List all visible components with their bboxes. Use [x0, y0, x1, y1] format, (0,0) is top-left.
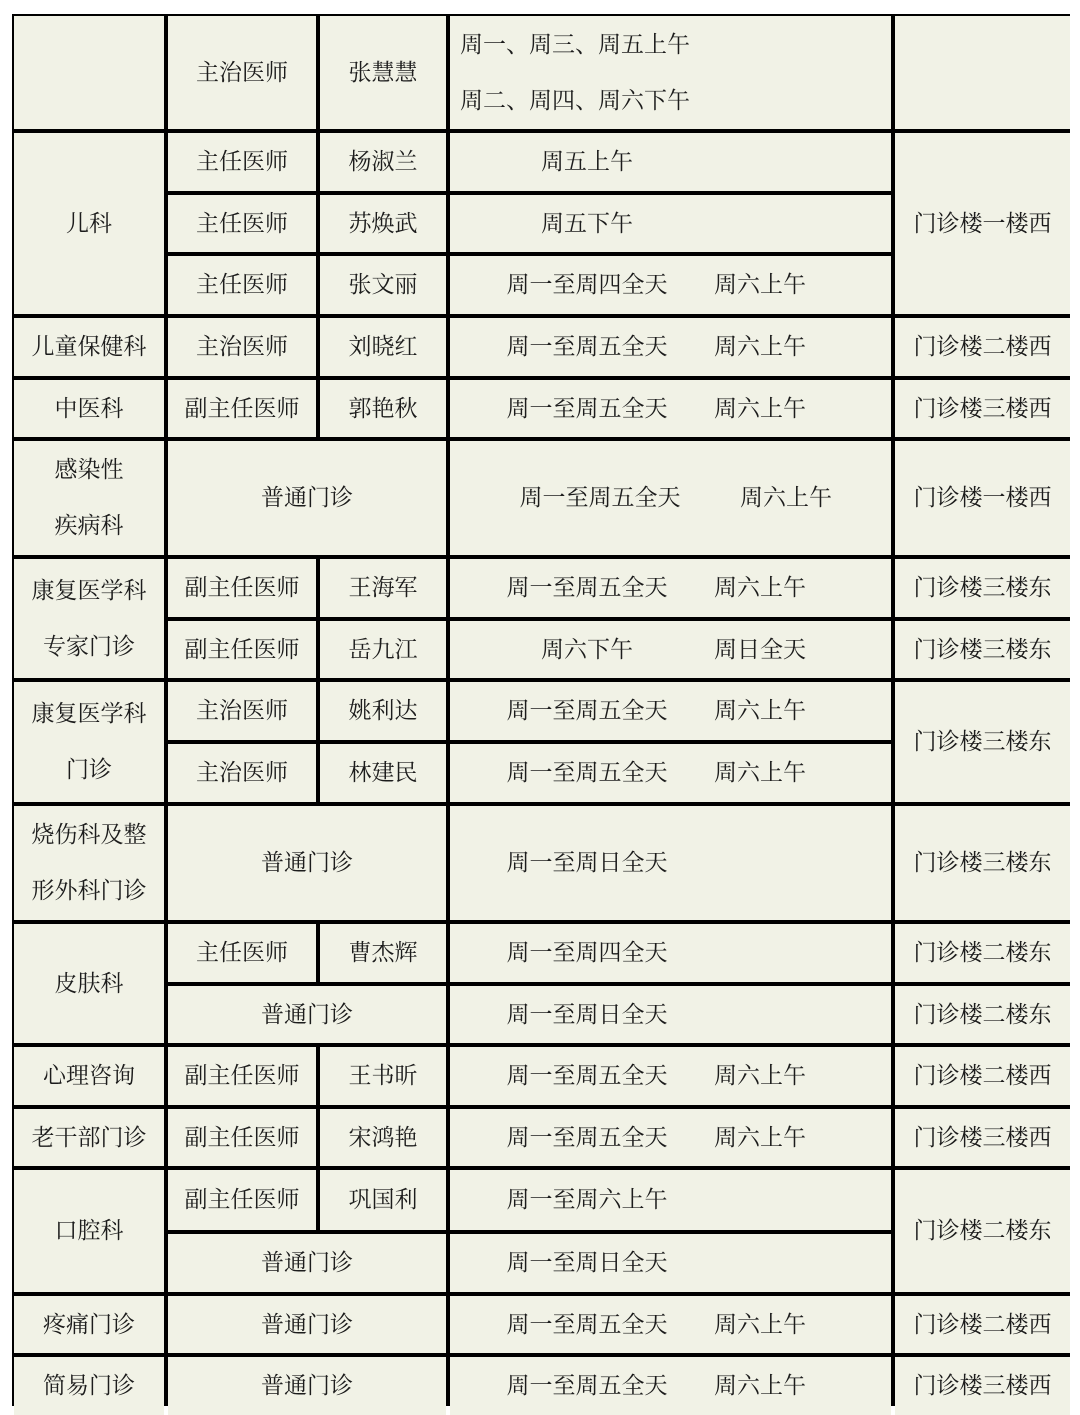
doctor-title: 主治医师 [168, 744, 316, 802]
doctor-name: 岳九江 [320, 621, 446, 678]
schedule-primary: 周一至周五全天 [506, 698, 668, 724]
schedule-line: 周二、周四、周六下午 [460, 87, 690, 114]
location: 门诊楼一楼西 [895, 441, 1070, 555]
location: 门诊楼二楼东 [895, 986, 1070, 1043]
schedule-cell [450, 380, 891, 437]
schedule-cell [450, 1296, 891, 1353]
schedule-primary: 周五上午 [541, 149, 633, 175]
schedule-secondary: 周六上午 [714, 1373, 806, 1399]
schedule-primary: 周一至周五全天 [506, 1311, 668, 1338]
schedule-primary: 周一至周五全天 [519, 485, 681, 511]
clinic-type: 普通门诊 [168, 806, 446, 920]
schedule-cell [450, 133, 891, 191]
schedule-primary: 周一至周四全天 [506, 272, 668, 298]
schedule-secondary: 周六上午 [714, 760, 806, 786]
schedule-primary: 周五下午 [541, 210, 633, 237]
department-name: 口腔科 [14, 1170, 164, 1292]
schedule-secondary: 周六上午 [714, 334, 806, 360]
doctor-name: 巩国利 [320, 1170, 446, 1230]
schedule-cell [450, 1109, 891, 1166]
schedule-secondary: 周六上午 [714, 1124, 806, 1151]
department-name: 中医科 [14, 380, 164, 437]
department-name [14, 559, 164, 678]
department-name: 老干部门诊 [14, 1109, 164, 1166]
schedule-primary: 周一至周六上午 [506, 1187, 668, 1213]
doctor-title: 副主任医师 [168, 621, 316, 678]
doctor-name: 刘晓红 [320, 318, 446, 376]
schedule-secondary: 周日全天 [714, 636, 806, 663]
department-line: 形外科门诊 [31, 878, 147, 904]
schedule-primary: 周一至周日全天 [506, 850, 668, 876]
location: 门诊楼二楼东 [895, 1170, 1070, 1292]
schedule-secondary: 周六上午 [740, 485, 832, 511]
schedule-secondary: 周六上午 [714, 698, 806, 724]
schedule-primary: 周一至周五全天 [506, 1063, 668, 1089]
schedule-cell [450, 1047, 891, 1105]
schedule-cell [450, 1357, 891, 1415]
schedule-primary: 周一至周五全天 [506, 1373, 668, 1399]
schedule-secondary: 周六上午 [714, 575, 806, 601]
doctor-title: 副主任医师 [168, 1170, 316, 1230]
schedule-primary: 周一至周五全天 [506, 1124, 668, 1151]
clinic-type: 普通门诊 [168, 441, 446, 555]
schedule-cell [450, 682, 891, 740]
department-name [14, 806, 164, 920]
doctor-name: 张慧慧 [320, 16, 446, 129]
department-name [14, 682, 164, 802]
department-name: 儿科 [14, 133, 164, 314]
clinic-type: 普通门诊 [168, 1234, 446, 1292]
clinic-type: 普通门诊 [168, 1296, 446, 1353]
location: 门诊楼三楼西 [895, 1357, 1070, 1415]
schedule-cell [450, 559, 891, 617]
doctor-name: 宋鸿艳 [320, 1109, 446, 1166]
department-line: 专家门诊 [43, 633, 135, 660]
doctor-title: 副主任医师 [168, 1047, 316, 1105]
location: 门诊楼一楼西 [895, 133, 1070, 314]
schedule-primary: 周一至周五全天 [506, 760, 668, 786]
doctor-title: 副主任医师 [168, 1109, 316, 1166]
schedule-secondary: 周六上午 [714, 1063, 806, 1089]
doctor-name: 苏焕武 [320, 195, 446, 252]
doctor-name: 林建民 [320, 744, 446, 802]
location: 门诊楼二楼西 [895, 1296, 1070, 1353]
location: 门诊楼三楼东 [895, 621, 1070, 678]
schedule-cell [450, 806, 891, 920]
department-name: 皮肤科 [14, 924, 164, 1043]
doctor-title: 主任医师 [168, 133, 316, 191]
doctor-name: 杨淑兰 [320, 133, 446, 191]
location: 门诊楼二楼东 [895, 924, 1070, 982]
clinic-type: 普通门诊 [168, 986, 446, 1043]
doctor-title: 主治医师 [168, 16, 316, 129]
schedule-line: 周一、周三、周五上午 [460, 31, 690, 58]
schedule-primary: 周一至周五全天 [506, 395, 668, 422]
department-name [14, 441, 164, 555]
doctor-name: 王书昕 [320, 1047, 446, 1105]
schedule-cell [450, 256, 891, 314]
doctor-name: 曹杰辉 [320, 924, 446, 982]
schedule-cell [450, 924, 891, 982]
schedule-primary: 周一至周五全天 [506, 334, 668, 360]
clinic-type: 普通门诊 [168, 1357, 446, 1415]
doctor-title: 主任医师 [168, 924, 316, 982]
department-line: 康复医学科 [31, 701, 147, 727]
schedule-primary: 周一至周四全天 [506, 940, 668, 966]
department-name: 疼痛门诊 [14, 1296, 164, 1353]
department-line: 门诊 [66, 757, 112, 783]
doctor-name: 张文丽 [320, 256, 446, 314]
location-cell-empty [895, 16, 1070, 129]
schedule-secondary: 周六上午 [714, 395, 806, 422]
schedule-primary: 周六下午 [541, 636, 633, 663]
department-line: 疾病科 [54, 513, 124, 539]
location: 门诊楼二楼西 [895, 1047, 1070, 1105]
department-line: 感染性 [54, 457, 124, 483]
schedule-cell [450, 744, 891, 802]
doctor-name: 王海军 [320, 559, 446, 617]
location: 门诊楼三楼东 [895, 559, 1070, 617]
schedule-cell [450, 16, 891, 129]
schedule-cell [450, 441, 891, 555]
schedule-cell [450, 1234, 891, 1292]
department-name: 简易门诊 [14, 1357, 164, 1415]
schedule-cell [450, 1170, 891, 1230]
doctor-name: 郭艳秋 [320, 380, 446, 437]
location: 门诊楼三楼西 [895, 1109, 1070, 1166]
department-line: 烧伤科及整 [31, 822, 147, 848]
schedule-secondary: 周六上午 [714, 1311, 806, 1338]
schedule-cell [450, 986, 891, 1043]
doctor-title: 副主任医师 [168, 559, 316, 617]
doctor-title: 副主任医师 [168, 380, 316, 437]
location: 门诊楼三楼东 [895, 682, 1070, 802]
schedule-table [12, 14, 1070, 1406]
department-name: 儿童保健科 [14, 318, 164, 376]
location: 门诊楼三楼东 [895, 806, 1070, 920]
doctor-title: 主任医师 [168, 256, 316, 314]
schedule-secondary: 周六上午 [714, 272, 806, 298]
location: 门诊楼三楼西 [895, 380, 1070, 437]
schedule-primary: 周一至周日全天 [506, 1001, 668, 1028]
schedule-cell [450, 195, 891, 252]
dept-cell-empty [14, 16, 164, 129]
doctor-title: 主治医师 [168, 318, 316, 376]
doctor-title: 主治医师 [168, 682, 316, 740]
department-line: 康复医学科 [31, 577, 147, 604]
schedule-cell [450, 621, 891, 678]
location: 门诊楼二楼西 [895, 318, 1070, 376]
doctor-title: 主任医师 [168, 195, 316, 252]
schedule-cell [450, 318, 891, 376]
doctor-name: 姚利达 [320, 682, 446, 740]
schedule-primary: 周一至周五全天 [506, 575, 668, 601]
department-name: 心理咨询 [14, 1047, 164, 1105]
schedule-primary: 周一至周日全天 [506, 1250, 668, 1276]
